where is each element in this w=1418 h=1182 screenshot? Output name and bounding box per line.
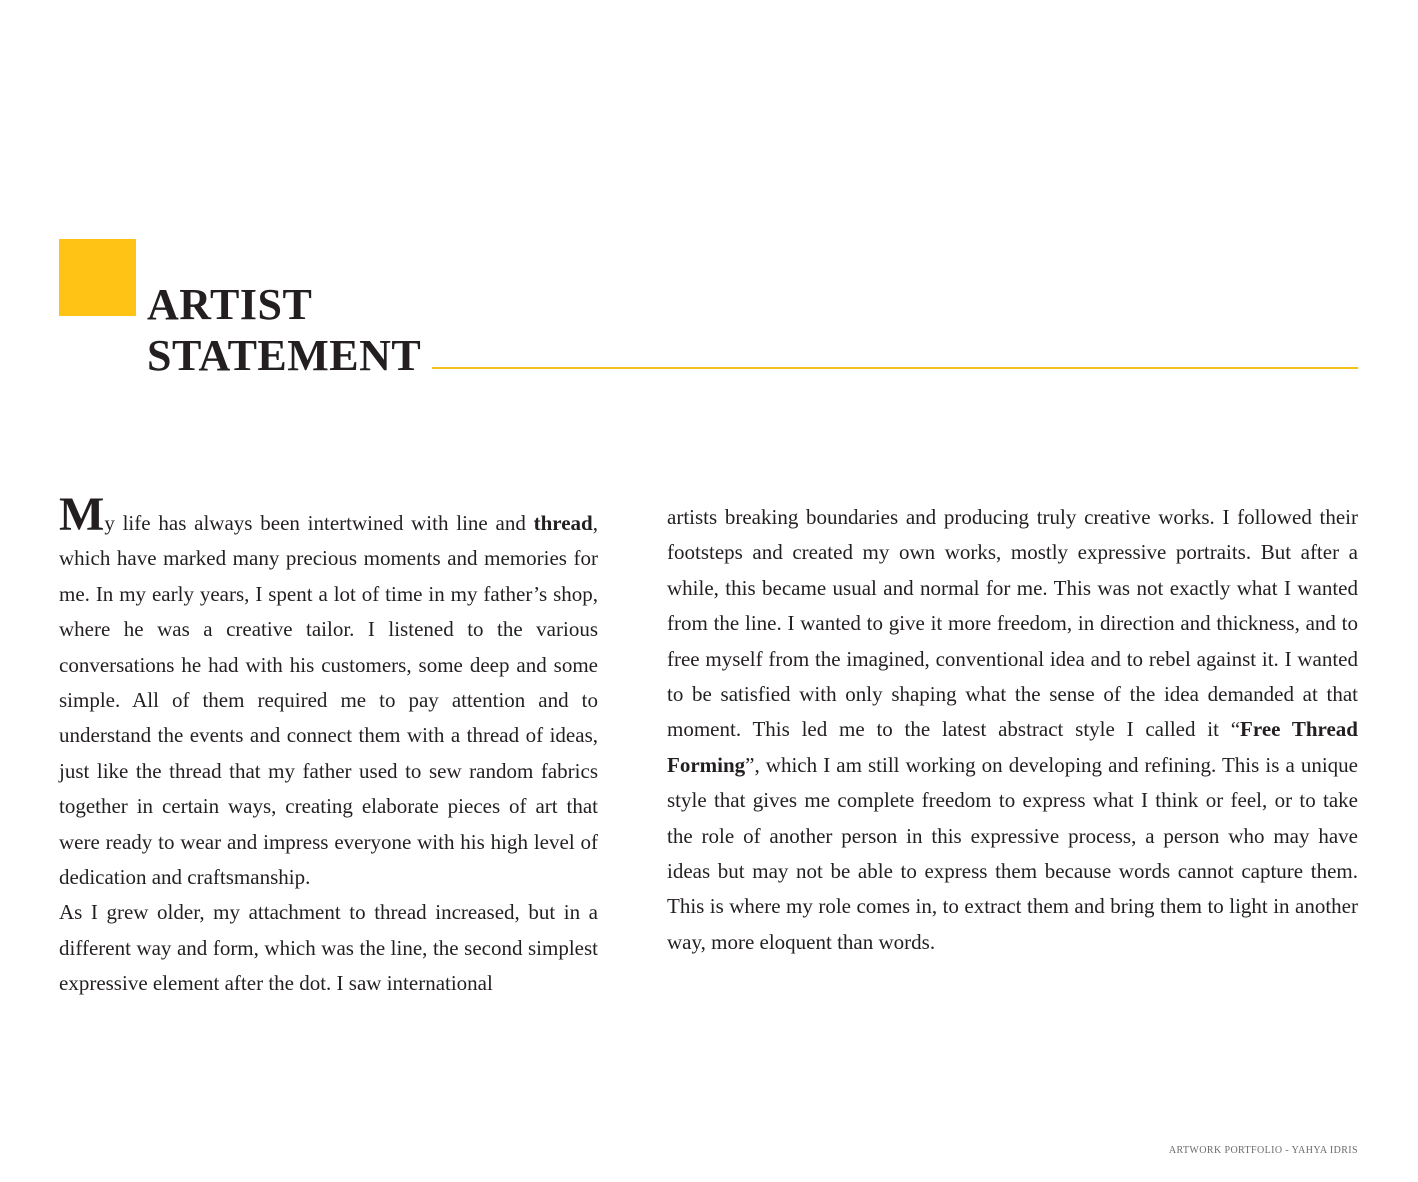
statement-paragraph-2-start: As I grew older, my attachment to thread increased, but in a different way and form, which was the line, the second simplest expressive element after the dot. I saw international (59, 900, 598, 996)
page-title (147, 279, 421, 381)
accent-square (59, 239, 136, 316)
statement-paragraph-2-continued: artists breaking boundaries and producing truly creative works. I followed their footsteps and created my own works, mostly expressive portraits. But after a while, this became usual and normal for me. This was not exactly what I wanted from the line. I wanted to give it more freedom, in direction and thickness, and to free myself from the imagined, conventional idea and to rebel against it. I wanted to be satisfied with only shaping what the sense of the idea demanded at that moment. This led me to the latest abstract style I called it “Free Thread Forming”, which I am still working on developing and refining. This is a unique style that gives me complete freedom to express what I think or feel, or to take the role of another person in this expressive process, a person who may have ideas but may not be able to express them because words cannot capture them. This is where my role comes in, to extract them and bring them to light in another way, more eloquent than words. (667, 505, 1358, 954)
statement-paragraph-1 (59, 488, 598, 895)
footer-credit: ARTWORK PORTFOLIO - YAHYA IDRIS (1168, 1145, 1358, 1156)
style-name-bold: Free Thread Forming (667, 717, 1358, 777)
statement-column-right (667, 500, 1358, 960)
title-underline (432, 367, 1358, 369)
paragraph-1-text-b: , which have marked many precious moments and memories for me. In my early years, I spent a lot of time in my father’s shop, where he was a creative tailor. I listened to the various conversations he had with his customers, some deep and some simple. All of them required me to pay attention and to understand the events and connect them with a thread of ideas, just like the thread that my father used to sew random fabrics together in certain ways, creating elaborate pieces of art that were ready to wear and impress everyone with his high level of dedication and craftsmanship. (59, 511, 598, 890)
title-line-2: STATEMENT (147, 331, 422, 380)
paragraph-1-text-a: y life has always been intertwined with line and (104, 511, 534, 535)
paragraph-1-bold-word: thread (533, 511, 593, 535)
title-line-1: ARTIST (147, 280, 313, 329)
statement-column-left (59, 488, 598, 1002)
drop-cap: M (59, 488, 105, 541)
